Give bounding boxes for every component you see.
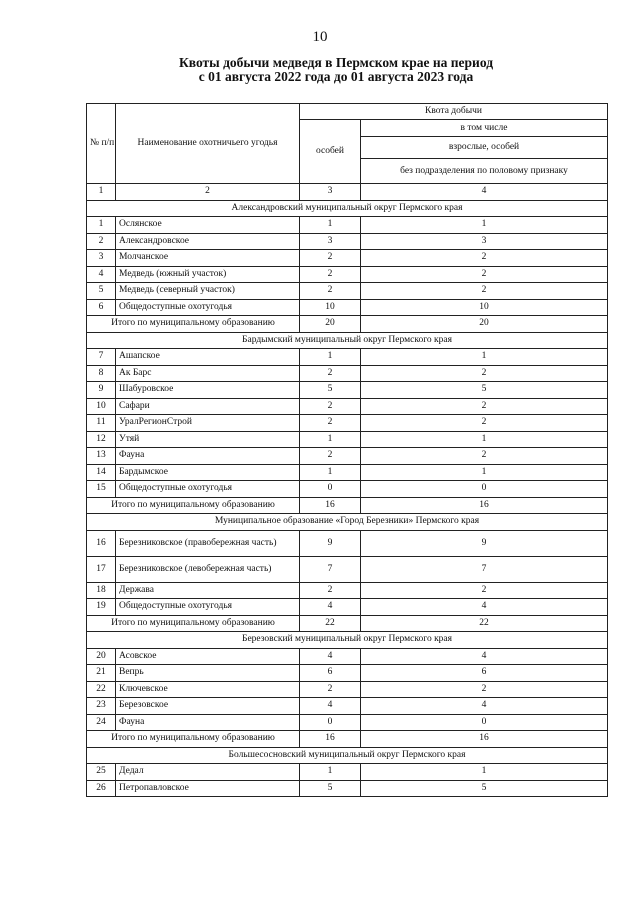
hunting-ground-name: Шабуровское (116, 382, 300, 399)
row-number: 8 (87, 365, 116, 382)
hunting-ground-name: Петропавловское (116, 780, 300, 797)
table-row (87, 250, 608, 267)
quota-adults: 10 (361, 299, 608, 316)
quota-adults: 7 (361, 556, 608, 582)
hunting-ground-name: Держава (116, 582, 300, 599)
header-row-1 (87, 104, 608, 120)
row-number: 5 (87, 283, 116, 300)
quota-individuals: 1 (300, 349, 361, 366)
table-row (87, 382, 608, 399)
table-row (87, 233, 608, 250)
subtotal-adults: 16 (361, 497, 608, 514)
hunting-ground-name: Общедоступные охотугодья (116, 299, 300, 316)
table-row (87, 266, 608, 283)
subtotal-adults: 16 (361, 731, 608, 748)
hunting-ground-name: Медведь (северный участок) (116, 283, 300, 300)
quota-individuals: 1 (300, 431, 361, 448)
table-row (87, 398, 608, 415)
row-number: 24 (87, 714, 116, 731)
subtotal-adults: 22 (361, 615, 608, 632)
header-quota: Квота добычи (300, 104, 608, 120)
row-number: 22 (87, 681, 116, 698)
table-row (87, 714, 608, 731)
section-title: Большесосновский муниципальный округ Пермского края (87, 747, 608, 764)
quota-individuals: 0 (300, 714, 361, 731)
quota-individuals: 2 (300, 681, 361, 698)
hunting-ground-name: Фауна (116, 714, 300, 731)
section-title: Муниципальное образование «Город Березники» Пермского края (87, 514, 608, 531)
column-number-row (87, 184, 608, 201)
table-row (87, 698, 608, 715)
quota-adults: 2 (361, 398, 608, 415)
hunting-ground-name: Молчанское (116, 250, 300, 267)
table-row (87, 599, 608, 616)
row-number: 17 (87, 556, 116, 582)
quota-adults: 3 (361, 233, 608, 250)
column-number: 4 (361, 184, 608, 201)
row-number: 18 (87, 582, 116, 599)
quota-adults: 4 (361, 599, 608, 616)
row-number: 15 (87, 481, 116, 498)
section-title: Александровский муниципальный округ Пермского края (87, 200, 608, 217)
title-line-1: Квоты добычи медведя в Пермском крае на период (178, 55, 494, 70)
quota-individuals: 1 (300, 217, 361, 234)
header-no-sex-split: без подразделения по половому признаку (361, 159, 608, 184)
row-number: 16 (87, 530, 116, 556)
row-number: 9 (87, 382, 116, 399)
quota-individuals: 2 (300, 582, 361, 599)
section-header-row (87, 332, 608, 349)
hunting-ground-name: Общедоступные охотугодья (116, 599, 300, 616)
quota-individuals: 9 (300, 530, 361, 556)
header-individuals: особей (300, 120, 361, 184)
quota-individuals: 1 (300, 764, 361, 781)
hunting-ground-name: Медведь (южный участок) (116, 266, 300, 283)
subtotal-adults: 20 (361, 316, 608, 333)
quota-individuals: 3 (300, 233, 361, 250)
hunting-ground-name: Асовское (116, 648, 300, 665)
table-row (87, 556, 608, 582)
row-number: 4 (87, 266, 116, 283)
document-title (60, 56, 612, 84)
quota-adults: 4 (361, 698, 608, 715)
row-number: 19 (87, 599, 116, 616)
quota-table (86, 103, 608, 797)
section-header-row (87, 514, 608, 531)
row-number: 14 (87, 464, 116, 481)
subtotal-row (87, 615, 608, 632)
subtotal-individuals: 20 (300, 316, 361, 333)
quota-adults: 1 (361, 217, 608, 234)
hunting-ground-name: Дедал (116, 764, 300, 781)
row-number: 25 (87, 764, 116, 781)
section-title: Березовский муниципальный округ Пермского края (87, 632, 608, 649)
quota-adults: 2 (361, 250, 608, 267)
section-header-row (87, 200, 608, 217)
quota-individuals: 2 (300, 266, 361, 283)
section-header-row (87, 632, 608, 649)
table-row (87, 431, 608, 448)
quota-individuals: 4 (300, 648, 361, 665)
hunting-ground-name: Александровское (116, 233, 300, 250)
subtotal-label: Итого по муниципальному образованию (87, 615, 300, 632)
header-adults: взрослые, особей (361, 137, 608, 159)
quota-individuals: 5 (300, 382, 361, 399)
quota-adults: 0 (361, 714, 608, 731)
quota-individuals: 2 (300, 365, 361, 382)
table-row (87, 582, 608, 599)
table-row (87, 464, 608, 481)
quota-individuals: 2 (300, 250, 361, 267)
table-row (87, 481, 608, 498)
subtotal-row (87, 731, 608, 748)
row-number: 12 (87, 431, 116, 448)
quota-individuals: 7 (300, 556, 361, 582)
subtotal-label: Итого по муниципальному образованию (87, 731, 300, 748)
table-row (87, 299, 608, 316)
quota-adults: 2 (361, 365, 608, 382)
quota-adults: 0 (361, 481, 608, 498)
hunting-ground-name: УралРегионСтрой (116, 415, 300, 432)
quota-individuals: 5 (300, 780, 361, 797)
subtotal-row (87, 497, 608, 514)
hunting-ground-name: Сафари (116, 398, 300, 415)
title-line-2: с 01 августа 2022 года до 01 августа 2023 года (198, 69, 474, 84)
quota-adults: 2 (361, 415, 608, 432)
quota-adults: 2 (361, 448, 608, 465)
quota-individuals: 4 (300, 599, 361, 616)
subtotal-row (87, 316, 608, 333)
quota-individuals: 2 (300, 415, 361, 432)
subtotal-individuals: 16 (300, 731, 361, 748)
quota-individuals: 2 (300, 283, 361, 300)
column-number: 2 (116, 184, 300, 201)
quota-adults: 9 (361, 530, 608, 556)
row-number: 13 (87, 448, 116, 465)
table-row (87, 648, 608, 665)
quota-adults: 5 (361, 780, 608, 797)
subtotal-label: Итого по муниципальному образованию (87, 497, 300, 514)
quota-adults: 2 (361, 681, 608, 698)
quota-adults: 4 (361, 648, 608, 665)
section-header-row (87, 747, 608, 764)
hunting-ground-name: Утяй (116, 431, 300, 448)
hunting-ground-name: Ашапское (116, 349, 300, 366)
quota-adults: 2 (361, 266, 608, 283)
table-row (87, 217, 608, 234)
quota-adults: 2 (361, 283, 608, 300)
quota-adults: 1 (361, 464, 608, 481)
row-number: 3 (87, 250, 116, 267)
quota-adults: 1 (361, 349, 608, 366)
quota-individuals: 2 (300, 398, 361, 415)
header-hunting-ground: Наименование охотничьего угодья (116, 104, 300, 184)
table-row (87, 681, 608, 698)
hunting-ground-name: Ослянское (116, 217, 300, 234)
row-number: 2 (87, 233, 116, 250)
section-title: Бардымский муниципальный округ Пермского края (87, 332, 608, 349)
hunting-ground-name: Бардымское (116, 464, 300, 481)
table-row (87, 365, 608, 382)
row-number: 26 (87, 780, 116, 797)
table-row (87, 764, 608, 781)
quota-individuals: 4 (300, 698, 361, 715)
quota-individuals: 10 (300, 299, 361, 316)
table-row (87, 530, 608, 556)
hunting-ground-name: Общедоступные охотугодья (116, 481, 300, 498)
hunting-ground-name: Ключевское (116, 681, 300, 698)
table-row (87, 448, 608, 465)
quota-adults: 5 (361, 382, 608, 399)
row-number: 7 (87, 349, 116, 366)
quota-individuals: 1 (300, 464, 361, 481)
column-number: 3 (300, 184, 361, 201)
row-number: 6 (87, 299, 116, 316)
column-number: 1 (87, 184, 116, 201)
subtotal-individuals: 16 (300, 497, 361, 514)
hunting-ground-name: Ак Барс (116, 365, 300, 382)
row-number: 20 (87, 648, 116, 665)
table-row (87, 415, 608, 432)
row-number: 1 (87, 217, 116, 234)
page-number: 10 (312, 29, 328, 45)
table-row (87, 665, 608, 682)
quota-adults: 6 (361, 665, 608, 682)
hunting-ground-name: Фауна (116, 448, 300, 465)
table-row (87, 283, 608, 300)
quota-adults: 1 (361, 431, 608, 448)
row-number: 10 (87, 398, 116, 415)
quota-adults: 2 (361, 582, 608, 599)
table-row (87, 780, 608, 797)
subtotal-label: Итого по муниципальному образованию (87, 316, 300, 333)
row-number: 21 (87, 665, 116, 682)
hunting-ground-name: Вепрь (116, 665, 300, 682)
subtotal-individuals: 22 (300, 615, 361, 632)
row-number: 11 (87, 415, 116, 432)
hunting-ground-name: Березниковское (левобережная часть) (116, 556, 300, 582)
hunting-ground-name: Березовское (116, 698, 300, 715)
row-number: 23 (87, 698, 116, 715)
quota-individuals: 0 (300, 481, 361, 498)
hunting-ground-name: Березниковское (правобережная часть) (116, 530, 300, 556)
quota-individuals: 2 (300, 448, 361, 465)
quota-individuals: 6 (300, 665, 361, 682)
header-including: в том числе (361, 120, 608, 137)
quota-adults: 1 (361, 764, 608, 781)
table-row (87, 349, 608, 366)
header-num: № п/п (87, 104, 116, 184)
